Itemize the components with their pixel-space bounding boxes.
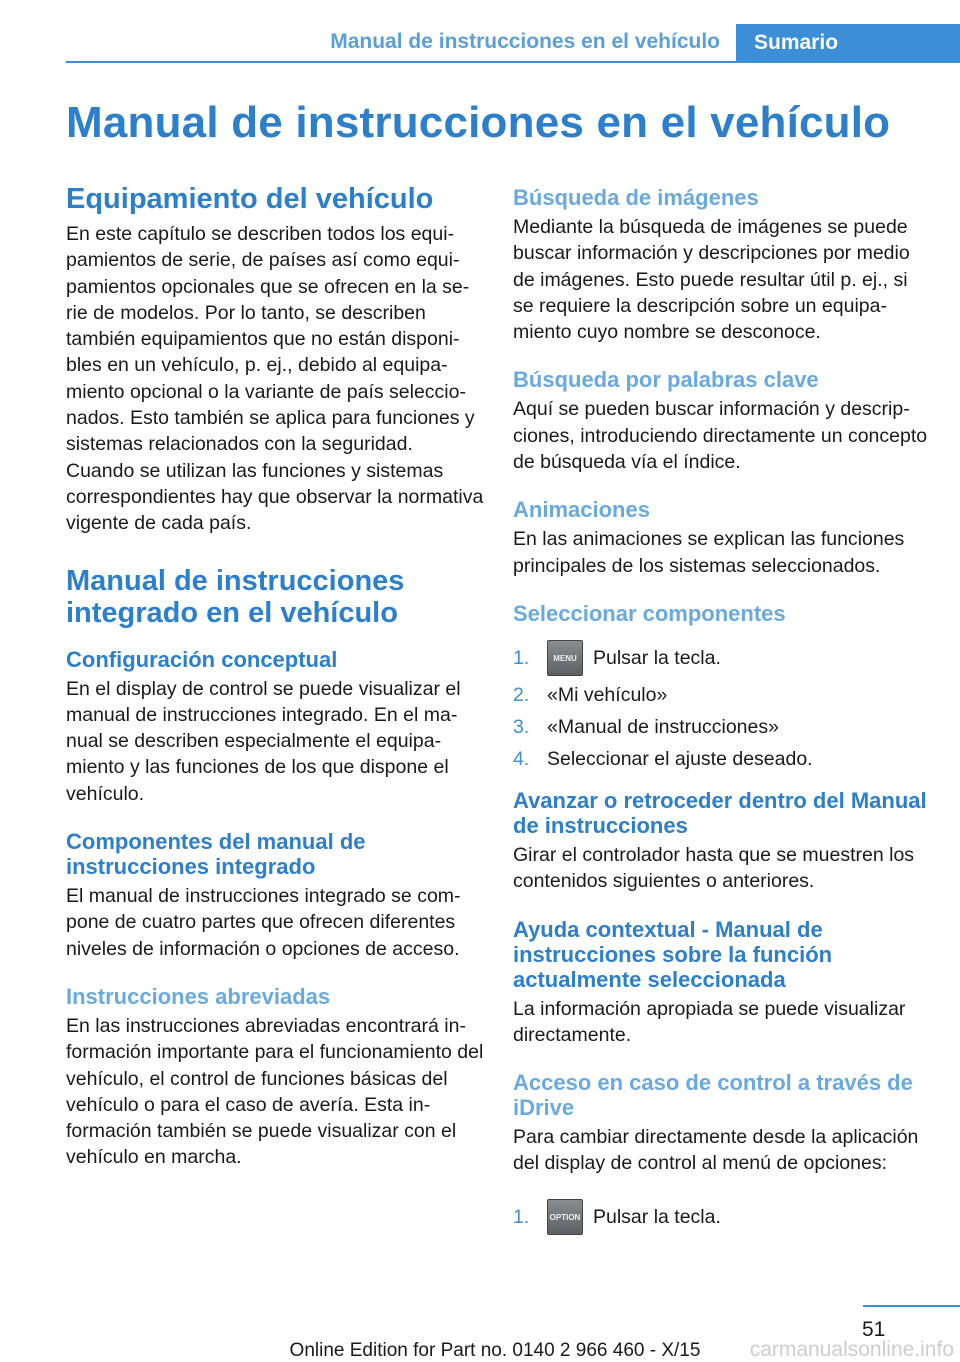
- paragraph-palabras-clave: Aquí se pueden buscar información y descripciones, introduciendo directamente un concepto de búsqueda vía el índice.: [513, 398, 928, 474]
- step-number: 2.: [513, 683, 530, 706]
- header-tab-sumario[interactable]: Sumario: [736, 24, 960, 62]
- paragraph-equipamiento: En este capítulo se describen todos los equipamientos de serie, de países así como equipamientos opcionales que se ofrecen en la serie de modelos. Por lo tanto, se describen también equipamientos que no están disponibles en un vehículo, p. ej., debido al equipamiento opcional o la variante de país seleccionados. Esto también se aplica para funciones y sistemas relacionados con la seguridad. Cuando se utilizan las funciones y sistemas correspondientes hay que observar la normativa vigente de cada país.: [66, 223, 484, 535]
- paragraph-componentes: El manual de instrucciones integrado se compone de cuatro partes que ofrecen diferentes niveles de información o opciones de acceso.: [66, 885, 461, 960]
- step-number: 3.: [513, 715, 530, 738]
- heading-acceso-idrive: Acceso en caso de control a través de iDrive: [513, 1070, 913, 1121]
- list-item: [513, 746, 933, 772]
- option-key-icon: OPTION: [547, 1199, 583, 1235]
- heading-animaciones: Animaciones: [513, 497, 650, 523]
- heading-avanzar: Avanzar o retroceder dentro del Manual de instrucciones: [513, 787, 927, 838]
- heading-abreviadas: Instrucciones abreviadas: [66, 983, 331, 1009]
- step-number: 1.: [513, 646, 530, 669]
- step-text: «Mi vehículo»: [547, 683, 668, 706]
- list-item: [513, 682, 933, 708]
- step-text: «Manual de instrucciones»: [547, 715, 779, 738]
- heading-equipamiento: Equipamiento del vehículo: [66, 183, 434, 215]
- paragraph-configuracion: En el display de control se puede visualizar el manual de instrucciones integrado. En el manual se describen especialmente el equipamiento y las funciones de los que dispone el vehículo.: [66, 677, 461, 805]
- list-item: [513, 714, 933, 740]
- list-item: [513, 640, 933, 676]
- heading-configuracion: Configuración conceptual: [66, 646, 338, 672]
- heading-manual-integrado: Manual de instrucciones integrado en el vehículo: [66, 564, 405, 629]
- page-title: Manual de instrucciones en el vehículo: [66, 98, 891, 147]
- header-section-title: Manual de instrucciones en el vehículo: [330, 30, 720, 53]
- steps-acceso: [513, 1199, 933, 1235]
- footer-edition: Online Edition for Part no. 0140 2 966 460 - X/15: [289, 1340, 701, 1361]
- paragraph-imagenes: Mediante la búsqueda de imágenes se puede buscar información y descripciones por medio de imágenes. Esto puede resultar útil p. ej., si se requiere la descripción sobre un equipamiento cuyo nombre se desconoce.: [513, 216, 910, 344]
- header-rule: [66, 61, 960, 63]
- heading-imagenes: Búsqueda de imágenes: [513, 185, 759, 210]
- step-text: Pulsar la tecla.: [593, 646, 721, 669]
- paragraph-avanzar: Girar el controlador hasta que se muestren los contenidos siguientes o anteriores.: [513, 843, 915, 893]
- heading-componentes: Componentes del manual de instrucciones integrado: [66, 829, 366, 880]
- left-column: [66, 183, 484, 1171]
- paragraph-animaciones: En las animaciones se explican las funciones principales de los sistemas seleccionados.: [513, 528, 905, 577]
- step-text: Seleccionar el ajuste deseado.: [547, 747, 813, 770]
- list-item: [513, 1199, 933, 1235]
- steps-seleccionar: [513, 640, 933, 772]
- page-number: 51: [862, 1318, 886, 1341]
- step-text: Pulsar la tecla.: [593, 1205, 721, 1228]
- paragraph-acceso-idrive: Para cambiar directamente desde la aplicación del display de control al menú de opciones:: [513, 1126, 919, 1175]
- paragraph-abreviadas: En las instrucciones abreviadas encontrará información importante para el funcionamiento del vehículo, el control de funciones básicas del vehículo o para el caso de avería. Esta información también se puede visualizar con el vehículo en marcha.: [66, 1014, 484, 1169]
- heading-palabras-clave: Búsqueda por palabras clave: [513, 367, 819, 393]
- paragraph-ayuda-contextual: La información apropiada se puede visualizar directamente.: [513, 997, 906, 1046]
- menu-key-icon: MENU: [547, 640, 583, 676]
- step-number: 4.: [513, 747, 530, 770]
- heading-ayuda-contextual: Ayuda contextual - Manual de instrucciones sobre la función actualmente seleccionada: [513, 916, 833, 992]
- heading-seleccionar: Seleccionar componentes: [513, 600, 786, 626]
- watermark: carmanualsonline.info: [749, 1338, 954, 1361]
- footer-rule: [863, 1305, 960, 1307]
- step-number: 1.: [513, 1205, 530, 1228]
- right-column: [513, 185, 933, 1241]
